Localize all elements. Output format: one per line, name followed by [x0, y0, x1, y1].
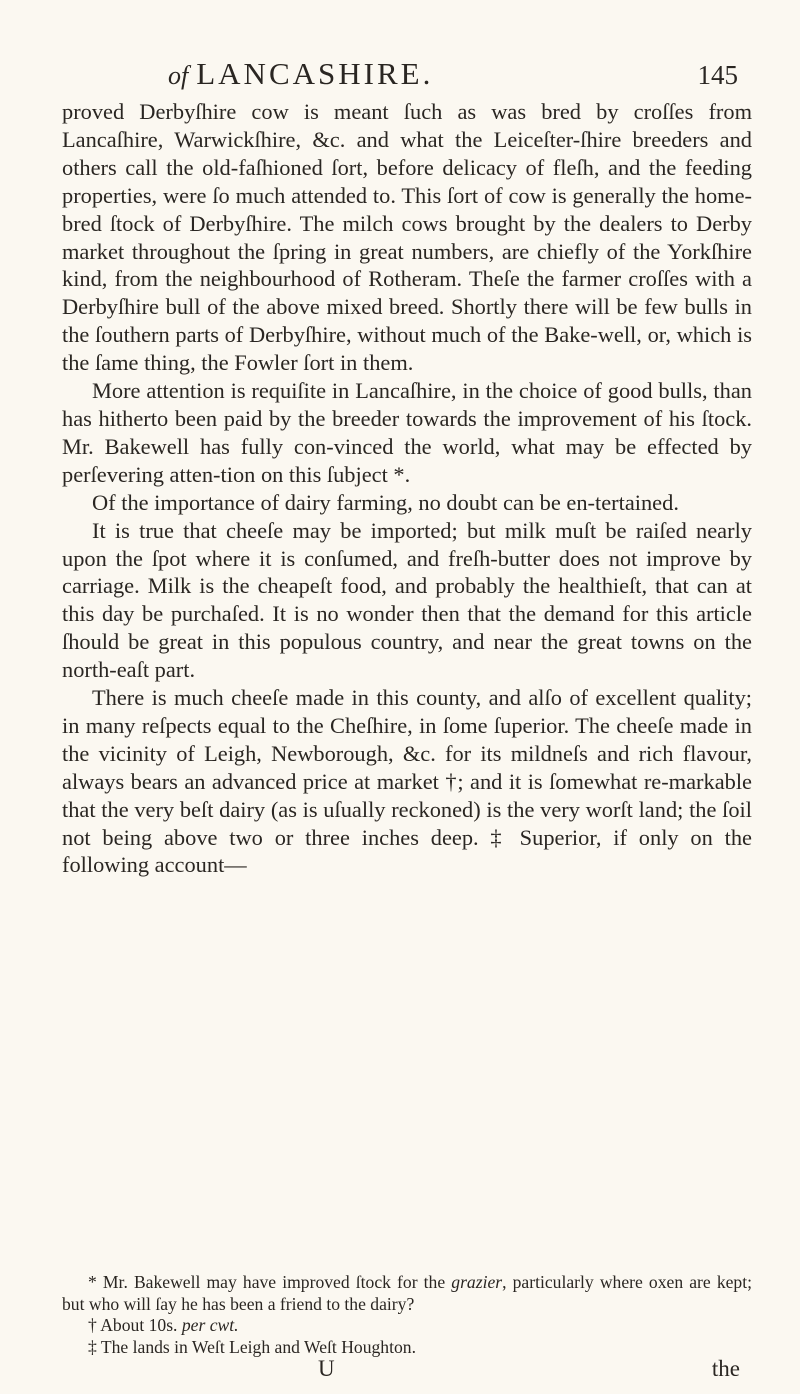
page-number: 145 [697, 60, 738, 90]
running-head [0, 56, 800, 96]
running-head-county: LANCASHIRE. [196, 56, 434, 91]
paragraph-dairy-farming: Of the importance of dairy farming, no doubt can be en-tertained. [92, 489, 679, 515]
footnote-double-dagger: ‡ The lands in Weſt Leigh and Weſt Houghton. [88, 1336, 416, 1357]
footnote-dagger-italic: per cwt. [181, 1315, 239, 1335]
footnote-dagger [62, 1315, 752, 1337]
paragraph-cheese-imported: It is true that cheeſe may be imported; but milk muſt be raiſed nearly upon the ſpot where it is conſumed, and freſh-butter does not improve by carriage. Milk is the cheapeſt food, and probably the healthieſt, that can at this day be purchaſed. It is no wonder then that the demand for this article ſhould be great in this populous country, and near the great towns on the north-eaſt part. [62, 517, 752, 683]
paragraph-choice-of-bulls: More attention is requiſite in Lancaſhire, in the choice of good bulls, than has hitherto been paid by the breeder towards the improvement of his ſtock. Mr. Bakewell has fully con-vinced the world, what may be effected by perſevering atten-tion on this ſubject *. [62, 378, 752, 487]
body-text [62, 98, 752, 879]
footnotes [62, 1272, 752, 1358]
paragraph-cheese-made: There is much cheeſe made in this county, and alſo of excellent quality; in many reſpects equal to the Cheſhire, in ſome ſuperior. The cheeſe made in the vicinity of Leigh, Newborough, &c. for its mildneſs and rich flavour, always bears an advanced price at market †; and it is ſomewhat re-markable that the very beſt dairy (as is uſually reckoned) is the very worſt land; the ſoil not being above two or three inches deep. ‡ Superior, if only on the following account— [62, 685, 752, 878]
catchword: the [711, 1356, 740, 1381]
signature-mark: U [318, 1356, 335, 1381]
footnote-star-text-b: , particularly where oxen are kept; but who will ſay he has been a friend to the dairy? [62, 1272, 752, 1314]
footnote-star-italic: grazier [451, 1272, 503, 1292]
footnote-star [62, 1272, 752, 1315]
running-head-title [168, 56, 433, 92]
paragraph-derbyshire-cow: proved Derbyſhire cow is meant ſuch as was bred by croſſes from Lancaſhire, Warwickſhire, &c. and what the Leiceſter-ſhire breeders and others call the old-faſhioned ſort, before delicacy of fleſh, and the feeding properties, were ſo much attended to. This ſort of cow is generally the home-bred ſtock of Derbyſhire. The milch cows brought by the dealers to Derby market throughout the ſpring in great numbers, are chiefly of the Yorkſhire kind, from the neighbourhood of Rotheram. Theſe the farmer croſſes with a Derbyſhire bull of the above mixed breed. Shortly there will be few bulls in the ſouthern parts of Derbyſhire, without much of the Bake-well, or, which is the ſame thing, the Fowler ſort in them. [62, 99, 752, 376]
running-head-prefix: of [168, 61, 189, 90]
footnote-dagger-text: † About 10s. [88, 1315, 182, 1335]
footnote-star-text-a: * Mr. Bakewell may have improved ſtock for the [88, 1272, 452, 1292]
